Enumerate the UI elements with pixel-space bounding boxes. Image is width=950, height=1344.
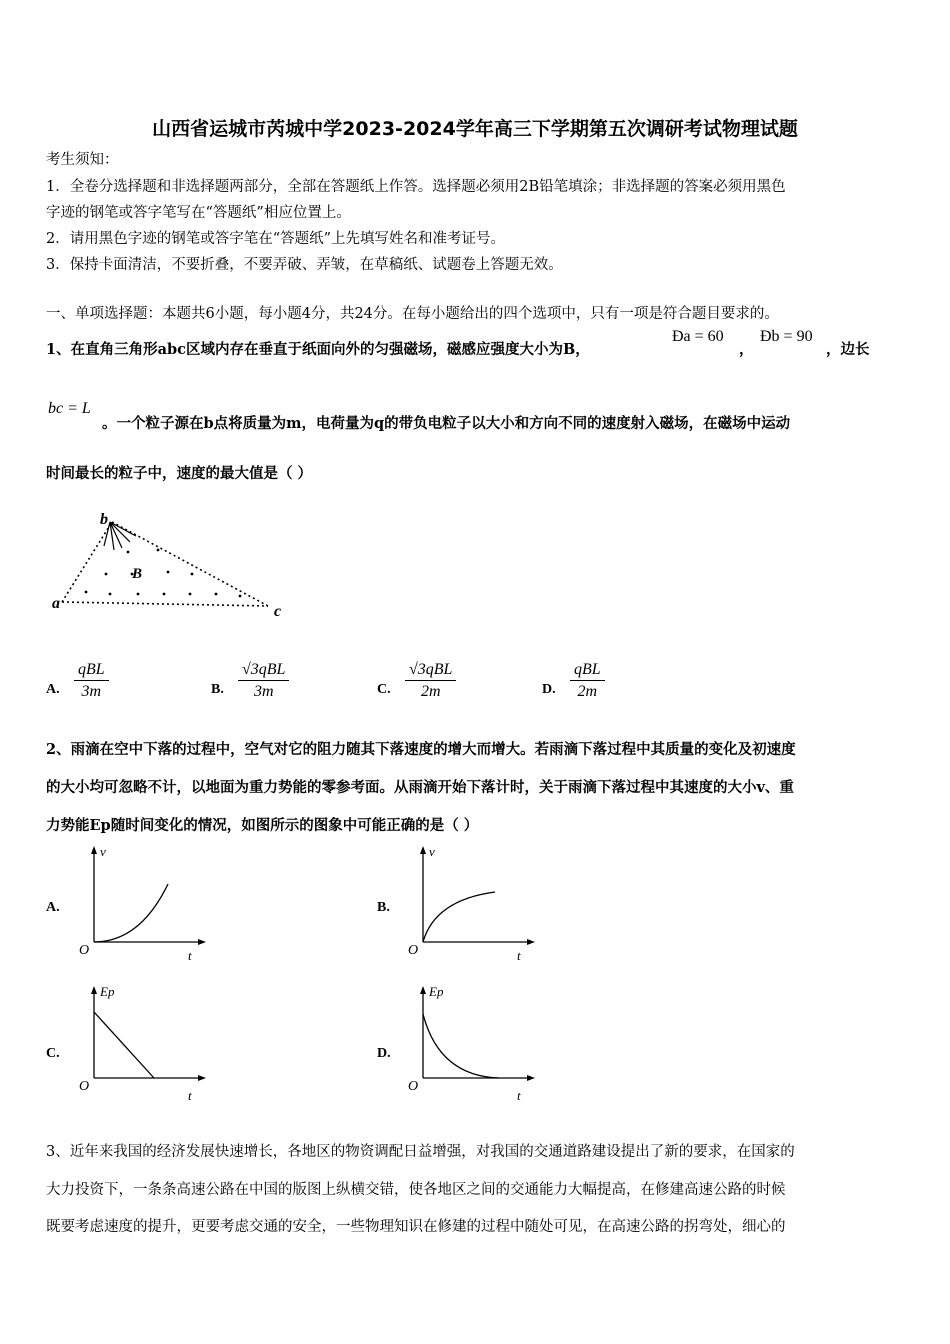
- q1-comma: ，: [739, 341, 754, 358]
- q2-graph-c-xlabel: t: [188, 1088, 192, 1103]
- q1-figure-label-B: B: [132, 566, 143, 582]
- q1-angle-a: Ða = 60: [672, 328, 724, 345]
- notice-item-2: 2．请用黑色字迹的钢笔或答字笔在“答题纸”上先填写姓名和准考证号。: [46, 231, 506, 247]
- q2-line-3: 力势能Ep随时间变化的情况，如图所示的图象中可能正确的是（ ）: [46, 817, 479, 834]
- q3-line-3: 既要考虑速度的提升，更要考虑交通的安全，一些物理知识在修建的过程中随处可见，在高速公路的拐弯处，细心的: [46, 1219, 786, 1235]
- section-heading: 一、单项选择题：本题共6小题，每小题4分，共24分。在每小题给出的四个选项中，只有一项是符合题目要求的。: [46, 306, 779, 322]
- q1-angle-b: Ðb = 90: [760, 328, 813, 345]
- q2-line-1: 2、雨滴在空中下落的过程中，空气对它的阻力随其下落速度的增大而增大。若雨滴下落过程中其质量的变化及初速度: [46, 741, 796, 758]
- q2-graph-c-origin: O: [79, 1079, 90, 1094]
- q1-option-b-numerator: √3qBL: [238, 660, 289, 681]
- q1-option-b-fraction: [238, 660, 289, 703]
- q2-graph-d-ylabel: Ep: [429, 984, 444, 999]
- page-title: 山西省运城市芮城中学2023-2024学年高三下学期第五次调研考试物理试题: [152, 118, 798, 140]
- q1-figure-label-b: b: [100, 511, 108, 528]
- q2-graph-d-origin: O: [408, 1079, 419, 1094]
- q2-graph-a-origin: O: [79, 943, 90, 958]
- q2-graph-b-ylabel: v: [429, 844, 435, 859]
- q2-graph-a-ylabel: v: [100, 844, 106, 859]
- q1-option-d-label: D.: [542, 682, 556, 697]
- q2-graph-b-origin: O: [408, 943, 419, 958]
- q1-option-c-numerator: √3qBL: [405, 660, 456, 681]
- q1-option-a-label: A.: [46, 682, 60, 697]
- q1-option-a-numerator: qBL: [74, 660, 109, 681]
- q1-bc-equation: bc = L: [48, 400, 91, 417]
- q2-graph-d-xlabel: t: [517, 1088, 521, 1103]
- q2-graph-b-xlabel: t: [517, 948, 521, 962]
- q1-text-a: 1、在直角三角形abc区域内存在垂直于纸面向外的匀强磁场，磁感应强度大小为B，: [46, 341, 590, 358]
- q1-option-b-denominator: 3m: [253, 683, 274, 700]
- q2-graph-c-ylabel: Ep: [100, 984, 115, 999]
- q2-graph-c: [76, 984, 206, 1104]
- q2-line-2: 的大小均可忽略不计，以地面为重力势能的零参考面。从雨滴开始下落计时，关于雨滴下落过程中其速度的大小v、重: [46, 779, 794, 796]
- q1-option-a-fraction: [74, 660, 109, 703]
- q1-option-c-denominator: 2m: [420, 683, 441, 700]
- q1-text-b: ，边长: [826, 341, 870, 358]
- q2-graph-d-label: D.: [377, 1046, 391, 1061]
- q1-option-d-numerator: qBL: [570, 660, 605, 681]
- notice-item-3: 3．保持卡面清洁，不要折叠，不要弄破、弄皱，在草稿纸、试题卷上答题无效。: [46, 257, 563, 273]
- q1-figure-label-a: a: [52, 595, 60, 612]
- q1-text-c: 。一个粒子源在b点将质量为m，电荷量为q的带负电粒子以大小和方向不同的速度射入磁场，在磁场中运动: [102, 415, 791, 432]
- q1-figure-label-c: c: [274, 603, 282, 620]
- q1-triangle-figure: [50, 508, 290, 624]
- q2-graph-a: [76, 844, 206, 962]
- q2-graph-d: [405, 984, 535, 1104]
- q3-line-2: 大力投资下，一条条高速公路在中国的版图上纵横交错，使各地区之间的交通能力大幅提高，在修建高速公路的时候: [46, 1182, 786, 1198]
- q3-line-1: 3、近年来我国的经济发展快速增长，各地区的物资调配日益增强，对我国的交通道路建设提出了新的要求，在国家的: [46, 1144, 795, 1160]
- q1-option-d-fraction: [570, 660, 605, 703]
- q2-graph-a-label: A.: [46, 900, 60, 915]
- notice-item-1-line-1: 1．全卷分选择题和非选择题两部分，全部在答题纸上作答。选择题必须用2B铅笔填涂；非选择题的答案必须用黑色: [46, 179, 786, 195]
- q1-option-d-denominator: 2m: [577, 683, 598, 700]
- q1-option-c-label: C.: [377, 682, 391, 697]
- q1-option-c-fraction: [405, 660, 456, 703]
- notice-item-1-line-2: 字迹的钢笔或答字笔写在“答题纸”相应位置上。: [46, 205, 351, 221]
- q1-option-a-denominator: 3m: [81, 683, 102, 700]
- q2-graph-b-label: B.: [377, 900, 390, 915]
- q2-graph-c-label: C.: [46, 1046, 60, 1061]
- notice-header: 考生须知：: [46, 152, 119, 168]
- q2-graph-a-xlabel: t: [188, 948, 192, 962]
- q1-option-b-label: B.: [211, 682, 224, 697]
- q2-graph-b: [405, 844, 535, 962]
- q1-text-d: 时间最长的粒子中，速度的最大值是（ ）: [46, 465, 313, 482]
